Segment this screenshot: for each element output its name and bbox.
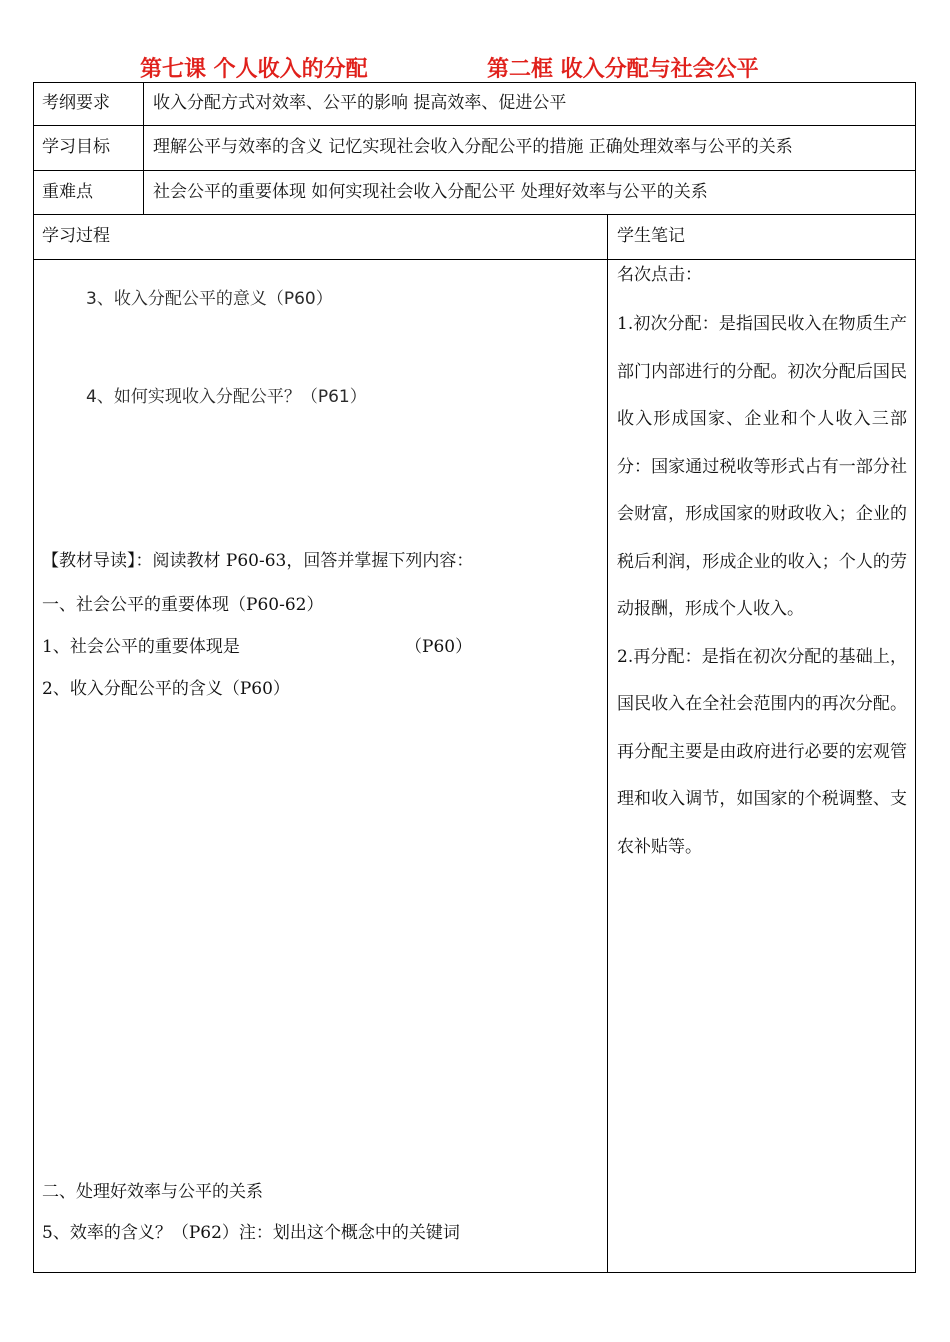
notes-redistribution: 2.再分配：是指在初次分配的基础上，国民收入在全社会范围内的再次分配。再分配主要是由政府进行必要的宏观管理和收入调节，如国家的个税调整、支农补贴等。 xyxy=(617,646,907,857)
row-content-goals: 理解公平与效率的含义 记忆实现社会收入分配公平的措施 正确处理效率与公平的关系 xyxy=(153,137,793,157)
item-1: 1、社会公平的重要体现是 xyxy=(42,637,240,657)
row-divider xyxy=(33,214,916,215)
lesson-title: 第七课 个人收入的分配 xyxy=(140,57,368,82)
row-label-outline: 考纲要求 xyxy=(42,93,110,113)
student-notes xyxy=(617,262,907,871)
notes-column-divider xyxy=(607,214,608,1273)
row-divider xyxy=(33,125,916,126)
question-3: 3、收入分配公平的意义（P60） xyxy=(86,289,333,309)
question-4: 4、如何实现收入分配公平？（P61） xyxy=(86,387,367,407)
section-heading-2: 二、处理好效率与公平的关系 xyxy=(42,1182,263,1202)
item-1-page: （P60） xyxy=(405,637,473,657)
section-heading-1: 一、社会公平的重要体现（P60-62） xyxy=(42,595,324,615)
notes-primary-distribution: 1.初次分配：是指国民收入在物质生产部门内部进行的分配。初次分配后国民收入形成国家、企业和个人收入三部分：国家通过税收等形式占有一部分社会财富，形成国家的财政收入；企业的税后利润，形成企业的收入；个人的劳动报酬，形成个人收入。 xyxy=(617,314,907,619)
row-label-key-points: 重难点 xyxy=(42,182,93,202)
document-title xyxy=(0,52,950,82)
process-column-header: 学习过程 xyxy=(42,226,110,246)
row-label-goals: 学习目标 xyxy=(42,137,110,157)
row-divider xyxy=(33,259,916,260)
row-divider xyxy=(33,170,916,171)
frame-title: 第二框 收入分配与社会公平 xyxy=(487,57,759,82)
row-content-key-points: 社会公平的重要体现 如何实现社会收入分配公平 处理好效率与公平的关系 xyxy=(153,182,708,202)
notes-column-header: 学生笔记 xyxy=(617,226,685,246)
item-2: 2、收入分配公平的含义（P60） xyxy=(42,679,290,699)
notes-heading: 名次点击： xyxy=(617,265,702,285)
label-column-divider xyxy=(143,82,144,215)
textbook-guide: 【教材导读】：阅读教材 P60-63，回答并掌握下列内容： xyxy=(42,551,474,571)
row-content-outline: 收入分配方式对效率、公平的影响 提高效率、促进公平 xyxy=(153,93,567,113)
item-5: 5、效率的含义？（P62）注：划出这个概念中的关键词 xyxy=(42,1223,460,1243)
